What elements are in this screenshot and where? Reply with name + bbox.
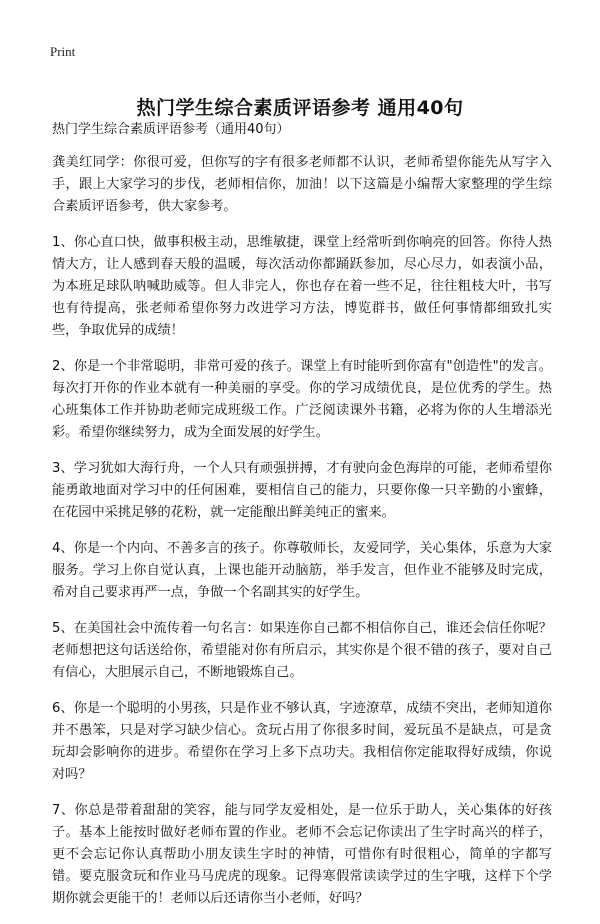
comment-paragraph-7: 7、你总是带着甜甜的笑容，能与同学友爱相处，是一位乐于助人，关心集体的好孩子。基本上能按时做好老师布置的作业。老师不会忘记你读出了生字时高兴的样子，更不会忘记你认真帮助小朋友读生字时的神情，可惜你有时很粗心，简单的字都写错。要克服贪玩和作业马马虎虎的现象。记得寒假常读读学过的生字哦，这样下个学期你就会更能干的！老师以后还请你当小老师，好吗？ [52, 803, 552, 906]
article-body [52, 120, 552, 924]
intro-paragraph: 龚美红同学：你很可爱，但你写的字有很多老师都不认识，老师希望你能先从写字入手，跟上大家学习的步伐，老师相信你，加油！以下这篇是小编帮大家整理的学生综合素质评语参考，供大家参考。 [52, 155, 552, 214]
comment-paragraph-5: 5、在美国社会中流传着一句名言：如果连你自己都不相信你自己，谁还会信任你呢？老师想把这句话送给你，希望能对你有所启示，其实你是个很不错的孩子，要对自己有信心，大胆展示自己，不断地锻炼自己。 [52, 621, 552, 680]
page-title: 热门学生综合素质评语参考 通用40句 [136, 96, 464, 119]
article-subtitle: 热门学生综合素质评语参考（通用40句） [52, 122, 290, 137]
comment-paragraph-6: 6、你是一个聪明的小男孩，只是作业不够认真，字迹潦草，成绩不突出，老师知道你并不愚笨，只是对学习缺少信心。贪玩占用了你很多时间，爱玩虽不是缺点，可是贪玩却会影响你的进步。希望你在学习上多下点功夫。我相信你定能取得好成绩，你说对吗？ [52, 701, 552, 782]
print-link[interactable]: Print [50, 44, 76, 59]
comment-paragraph-2: 2、你是一个非常聪明，非常可爱的孩子。课堂上有时能听到你富有"创造性"的发言。每次打开你的作业本就有一种美丽的享受。你的学习成绩优良，是位优秀的学生。热心班集体工作并协助老师完成班级工作。广泛阅读课外书籍，必将为你的人生增添光彩。希望你继续努力，成为全面发展的好学生。 [52, 359, 552, 440]
comment-paragraph-4: 4、你是一个内向、不善多言的孩子。你尊敬师长，友爱同学，关心集体，乐意为大家服务。学习上你自觉认真，上课也能开动脑筋，举手发言，但作业不能够及时完成，希对自己要求再严一点，争做一个名副其实的好学生。 [52, 541, 552, 600]
comment-paragraph-1: 1、你心直口快，做事积极主动，思维敏捷，课堂上经常听到你响亮的回答。你待人热情大方，让人感到春天般的温暖，每次活动你都踊跃参加，尽心尽力，如表演小品，为本班足球队呐喊助威等。但人非完人，你也存在着一些不足，往往粗枝大叶，书写也有待提高，张老师希望你努力改进学习方法，博览群书，做任何事情都细致扎实些，争取优异的成绩！ [52, 235, 552, 338]
comment-paragraph-3: 3、学习犹如大海行舟，一个人只有顽强拼搏，才有驶向金色海岸的可能，老师希望你能勇敢地面对学习中的任何困难，要相信自己的能力，只要你像一只辛勤的小蜜蜂，在花园中采挑足够的花粉，就一定能酿出鲜美纯正的蜜来。 [52, 461, 552, 520]
